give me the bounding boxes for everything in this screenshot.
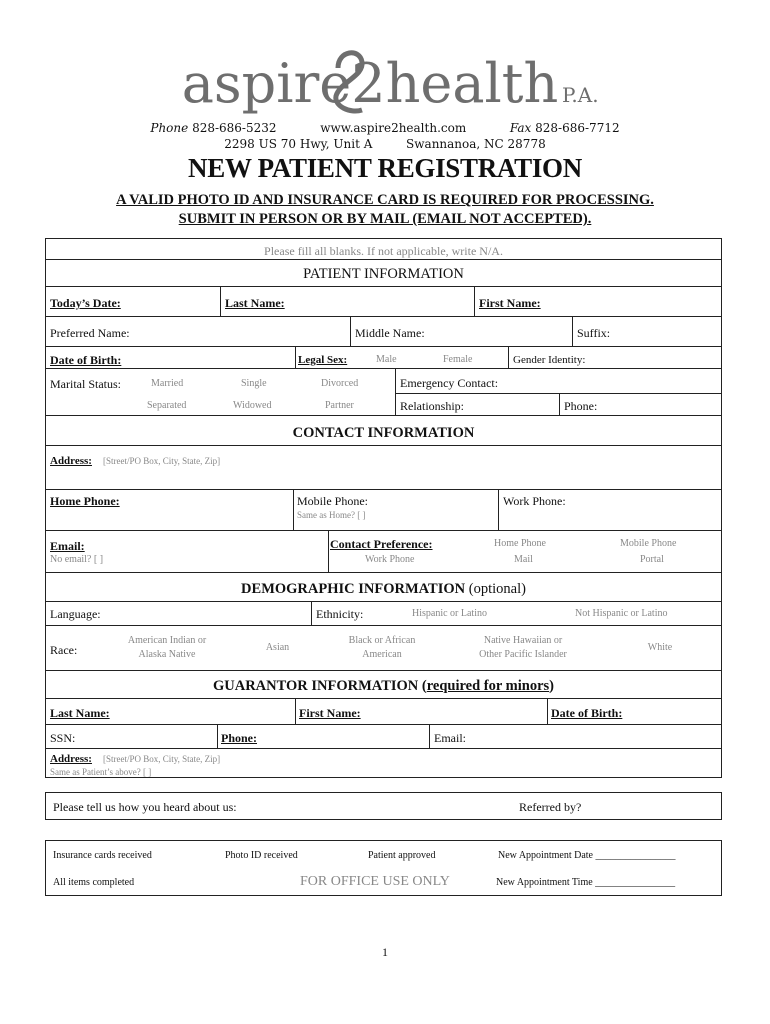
legal-sex-label: Legal Sex: (298, 354, 348, 366)
new-appointment-date: New Appointment Date ________________ (498, 850, 676, 861)
ethnicity-hispanic[interactable]: Hispanic or Latino (412, 608, 487, 619)
border (45, 792, 46, 820)
contact-line-2 (0, 137, 770, 151)
subtitle-id-required: A VALID PHOTO ID AND INSURANCE CARD IS REQUIRED FOR PROCESSING. (116, 192, 654, 208)
preferred-name-label: Preferred Name: (50, 326, 130, 340)
race-hawaiian[interactable] (463, 636, 583, 660)
divider (45, 530, 722, 531)
marital-married[interactable]: Married (151, 378, 184, 389)
pref-work-phone[interactable]: Work Phone (365, 554, 415, 565)
race-label: Race: (50, 643, 78, 657)
divider (508, 346, 509, 368)
photo-id-received: Photo ID received (225, 850, 298, 861)
race-american-indian-line2: Alaska Native (138, 649, 196, 660)
border (45, 238, 722, 239)
same-as-home-checkbox[interactable]: Same as Home? [ ] (297, 510, 366, 520)
marital-status-label: Marital Status: (50, 377, 121, 391)
divider (45, 625, 722, 626)
divider (293, 489, 294, 530)
race-hawaiian-line1: Native Hawaiian or (483, 635, 563, 646)
marital-partner[interactable]: Partner (325, 400, 354, 411)
divider (498, 489, 499, 530)
pref-mobile-phone[interactable]: Mobile Phone (620, 538, 677, 549)
patient-info-heading: PATIENT INFORMATION (303, 266, 464, 282)
guarantor-heading (45, 679, 722, 694)
marital-separated[interactable]: Separated (147, 400, 187, 411)
guarantor-first-name-label: First Name: (299, 706, 361, 720)
divider (45, 259, 722, 260)
guarantor-heading-text: GUARANTOR INFORMATION ( (212, 678, 427, 694)
home-phone-label: Home Phone: (50, 494, 120, 508)
logo-text: aspire2health (181, 52, 559, 115)
first-name-label: First Name: (479, 296, 541, 310)
email-label: Email: (50, 539, 85, 553)
demographic-optional: (optional) (468, 581, 526, 597)
demographic-heading (45, 582, 722, 597)
no-email-checkbox[interactable]: No email? [ ] (50, 554, 104, 565)
divider (220, 286, 221, 316)
border (45, 895, 722, 896)
ssn-label: SSN: (50, 731, 76, 745)
border (45, 840, 46, 896)
street-address: 2298 US 70 Hwy, Unit A (224, 137, 373, 151)
sex-option-female[interactable]: Female (443, 354, 473, 365)
divider (217, 724, 218, 748)
marital-single[interactable]: Single (241, 378, 267, 389)
dob-label: Date of Birth: (50, 353, 122, 367)
referred-by-label: Referred by? (519, 800, 582, 814)
language-label: Language: (50, 607, 101, 621)
new-appointment-time: New Appointment Time ________________ (496, 877, 676, 888)
address-label: Address: (50, 455, 92, 467)
divider (45, 368, 722, 369)
border (721, 238, 722, 778)
divider (45, 572, 722, 573)
all-items-completed: All items completed (53, 877, 135, 888)
border (45, 819, 722, 820)
contact-preference-label: Contact Preference: (330, 537, 433, 551)
guarantor-address-hint: [Street/PO Box, City, State, Zip] (103, 754, 221, 764)
page-title: NEW PATIENT REGISTRATION (188, 153, 582, 183)
divider (559, 393, 560, 415)
todays-date-label: Today’s Date: (50, 296, 121, 310)
divider (350, 316, 351, 346)
marital-widowed[interactable]: Widowed (233, 400, 272, 411)
pref-mail[interactable]: Mail (514, 554, 533, 565)
heard-about-us-label: Please tell us how you heard about us: (53, 800, 237, 814)
divider (45, 445, 722, 446)
contact-info-heading: CONTACT INFORMATION (292, 425, 475, 441)
city-address: Swannanoa, NC 28778 (406, 137, 546, 151)
gender-identity-label: Gender Identity: (513, 354, 586, 366)
guarantor-email-label: Email: (434, 731, 466, 745)
guarantor-dob-label: Date of Birth: (551, 706, 623, 720)
pref-portal[interactable]: Portal (640, 554, 664, 565)
divider (45, 415, 722, 416)
registration-form (45, 238, 722, 896)
divider (547, 698, 548, 724)
phone-label: Phone (150, 121, 189, 135)
divider (45, 316, 722, 317)
patient-approved: Patient approved (368, 850, 436, 861)
contact-line-1 (0, 121, 770, 135)
sex-option-male[interactable]: Male (376, 354, 397, 365)
race-american-indian-line1: American Indian or (127, 635, 207, 646)
border (45, 777, 722, 778)
logo-suffix: P.A. (562, 83, 599, 107)
divider (45, 489, 722, 490)
guarantor-phone-label: Phone: (221, 731, 257, 745)
border (45, 840, 722, 841)
guarantor-last-name-label: Last Name: (50, 706, 110, 720)
divider (45, 601, 722, 602)
race-white[interactable]: White (647, 642, 673, 653)
border (721, 840, 722, 896)
divider (45, 724, 722, 725)
divider (572, 316, 573, 346)
race-black-line1: Black or African (348, 635, 416, 646)
divider (45, 748, 722, 749)
marital-divorced[interactable]: Divorced (321, 378, 359, 389)
divider (328, 530, 329, 572)
work-phone-label: Work Phone: (503, 494, 566, 508)
relationship-label: Relationship: (400, 399, 464, 413)
border (721, 792, 722, 820)
fax-label: Fax (509, 121, 532, 135)
ethnicity-label: Ethnicity: (316, 607, 364, 621)
divider (45, 698, 722, 699)
race-black-line2: American (362, 649, 402, 660)
divider (295, 698, 296, 724)
insurance-cards-received: Insurance cards received (53, 850, 152, 861)
phone-number: 828-686-5232 (192, 121, 277, 135)
divider (395, 368, 396, 415)
last-name-label: Last Name: (225, 296, 285, 310)
race-american-indian[interactable] (107, 636, 227, 660)
race-black[interactable] (332, 636, 432, 660)
guarantor-required-note: required for minors (426, 678, 550, 694)
website: www.aspire2health.com (320, 121, 467, 135)
address-hint: [Street/PO Box, City, State, Zip] (103, 456, 221, 466)
divider (295, 346, 296, 368)
middle-name-label: Middle Name: (355, 326, 425, 340)
border (45, 792, 722, 793)
office-use-only: FOR OFFICE USE ONLY (300, 874, 450, 889)
race-hawaiian-line2: Other Pacific Islander (479, 649, 567, 660)
pref-home-phone[interactable]: Home Phone (494, 538, 546, 549)
divider (45, 670, 722, 671)
suffix-label: Suffix: (577, 326, 611, 340)
emergency-phone-label: Phone: (564, 399, 598, 413)
divider (45, 346, 722, 347)
fax-number: 828-686-7712 (535, 121, 620, 135)
instructions: Please fill all blanks. If not applicable, write N/A. (264, 244, 503, 258)
divider (474, 286, 475, 316)
same-as-patient-checkbox[interactable]: Same as Patient’s above? [ ] (50, 767, 152, 777)
divider (45, 286, 722, 287)
subtitle-submission: SUBMIT IN PERSON OR BY MAIL (EMAIL NOT ACCEPTED). (178, 211, 592, 227)
guarantor-address-label: Address: (50, 753, 92, 765)
race-asian[interactable]: Asian (265, 642, 290, 653)
border (45, 238, 46, 778)
aspire2health-logo (0, 40, 770, 120)
divider (311, 601, 312, 625)
demographic-heading-text: DEMOGRAPHIC INFORMATION (241, 581, 466, 597)
page-number: 1 (382, 945, 388, 959)
emergency-contact-label: Emergency Contact: (400, 376, 499, 390)
mobile-phone-label: Mobile Phone: (297, 494, 368, 508)
divider (429, 724, 430, 748)
ethnicity-not-hispanic[interactable]: Not Hispanic or Latino (575, 608, 668, 619)
guarantor-heading-close: ) (549, 678, 555, 694)
